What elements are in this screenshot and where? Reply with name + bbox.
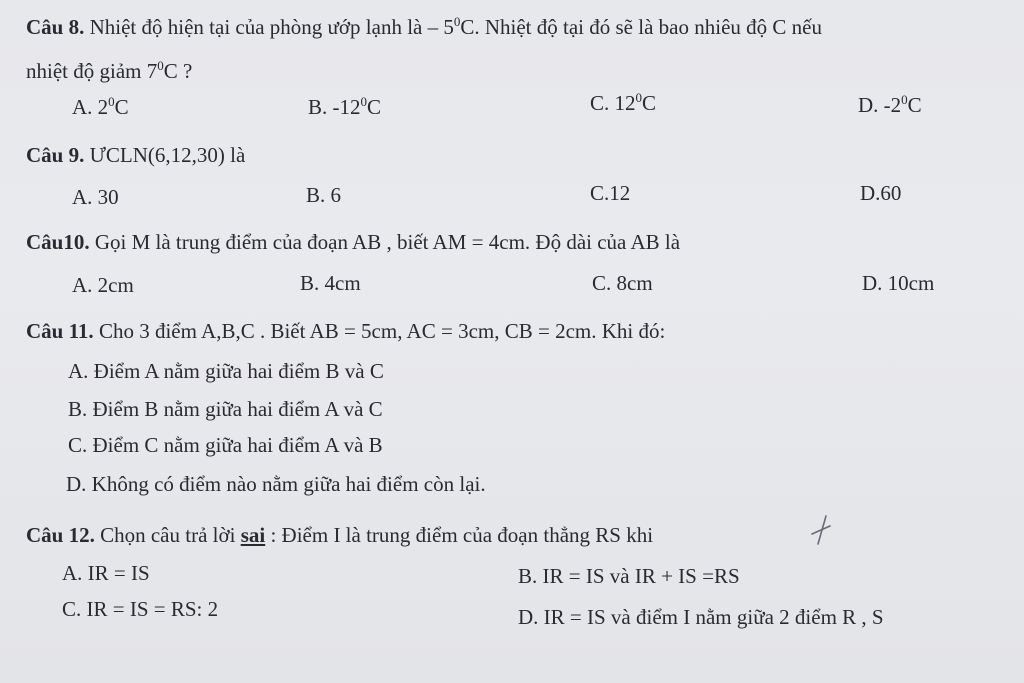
degree-sup: 0 (901, 92, 908, 107)
question-9-option-d: D.60 (860, 181, 902, 205)
question-12-option-c: C. IR = IS = RS: 2 (62, 597, 219, 621)
question-11-option-d: D. Không có điểm nào nằm giữa hai điểm còn lại. (66, 472, 486, 496)
option-text: A. 2 (72, 95, 109, 119)
question-11-option-a: A. Điểm A nằm giữa hai điểm B và C (68, 359, 384, 383)
question-12-label: Câu 12. (26, 523, 95, 547)
question-9-label: Câu 9. (26, 143, 85, 167)
question-11-label: Câu 11. (26, 319, 94, 343)
question-8-option-a (72, 94, 129, 120)
question-10-text: Gọi M là trung điểm của đoạn AB , biết AM = 4cm. Độ dài của AB là (89, 230, 681, 254)
option-unit: C (907, 93, 922, 117)
degree-sup: 0 (635, 90, 643, 105)
question-9-option-b: B. 6 (306, 183, 342, 207)
question-9-text: ƯCLN(6,12,30) là (84, 143, 246, 167)
option-text: D. -2 (858, 93, 902, 117)
degree-sup: 0 (453, 14, 461, 29)
question-11-option-c: C. Điểm C nằm giữa hai điểm A và B (68, 433, 383, 457)
question-8-text-b: C. Nhiệt độ tại đó sẽ là bao nhiêu độ C nếu (460, 15, 822, 39)
question-12-option-d: D. IR = IS và điểm I nằm giữa 2 điểm R , S (518, 605, 884, 629)
question-8-option-d (858, 92, 922, 118)
question-11-option-b: B. Điểm B nằm giữa hai điểm A và C (68, 397, 383, 421)
question-10-option-b: B. 4cm (300, 271, 361, 295)
question-12-sai: sai (240, 523, 266, 547)
question-12-line (26, 522, 653, 548)
question-8-line-2 (26, 58, 192, 84)
question-8-line-1 (26, 14, 822, 40)
handwritten-mark-icon (808, 512, 838, 548)
question-10-option-a: A. 2cm (72, 273, 134, 297)
question-8-option-c (590, 90, 656, 116)
question-8-option-b (308, 94, 381, 120)
question-10-option-c: C. 8cm (592, 271, 653, 295)
degree-sup: 0 (108, 94, 115, 109)
option-unit: C (367, 95, 382, 119)
question-9-option-a: A. 30 (72, 185, 119, 209)
question-10-line (26, 229, 680, 255)
question-9-line (26, 142, 245, 168)
question-11-text: Cho 3 điểm A,B,C . Biết AB = 5cm, AC = 3cm, CB = 2cm. Khi đó: (93, 319, 666, 343)
option-unit: C (114, 95, 129, 119)
question-10-option-d: D. 10cm (862, 271, 935, 295)
option-unit: C (642, 91, 657, 115)
question-8-line2-a: nhiệt độ giảm 7 (26, 59, 158, 83)
question-8-label: Câu 8. (26, 15, 85, 39)
question-10-label: Câu10. (26, 230, 90, 254)
question-9-option-c: C.12 (590, 181, 631, 205)
option-text: C. 12 (590, 91, 636, 115)
question-12-option-b: B. IR = IS và IR + IS =RS (518, 564, 740, 588)
option-text: B. -12 (308, 95, 361, 119)
degree-sup: 0 (360, 94, 367, 109)
degree-sup: 0 (157, 58, 164, 73)
question-12-text-a: Chọn câu trả lời (94, 523, 241, 547)
question-8-text-a: Nhiệt độ hiện tại của phòng ướp lạnh là – 5 (84, 15, 454, 39)
question-12-option-a: A. IR = IS (62, 561, 150, 585)
question-8-line2-b: C ? (163, 59, 193, 83)
question-12-text-b: : Điểm I là trung điểm của đoạn thẳng RS khi (265, 523, 654, 547)
question-11-line (26, 318, 665, 344)
